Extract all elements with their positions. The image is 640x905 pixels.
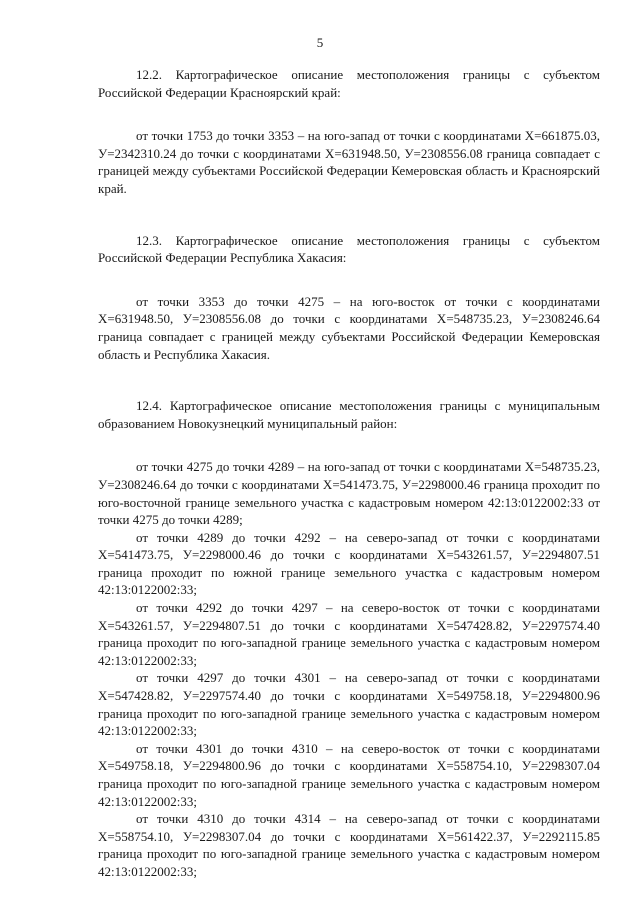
- boundary-paragraph: от точки 4292 до точки 4297 – на северо-восток от точки с координатами Х=543261.57, У=2294807.51 до точки с координатами Х=547428.82, У=2297574.40 граница проходит по юго-западной границе земельного участка с кадастровым номером 42:13:0122002:33;: [98, 600, 600, 668]
- boundary-paragraph: от точки 4301 до точки 4310 – на северо-восток от точки с координатами Х=549758.18, У=2294800.96 до точки с координатами Х=558754.10, У=2298307.04 граница проходит по юго-западной границе земельного участка с кадастровым номером 42:13:0122002:33;: [98, 740, 600, 809]
- boundary-paragraph: от точки 4275 до точки 4289 – на юго-запад от точки с координатами Х=548735.23, У=2308246.64 до точки с координатами Х=541473.75, У=2298000.46 граница проходит по юго-восточной границе земельного участка с кадастровым номером 42:13:0122002:33 от точки 4275 до точки 4289;: [98, 459, 600, 528]
- section-body: [98, 458, 600, 880]
- section-heading: 12.4. Картографическое описание местоположения границы с муниципальным образованием Новокузнецкий муниципальный район:: [98, 398, 600, 431]
- section-heading: 12.2. Картографическое описание местоположения границы с субъектом Российской Федерации Красноярский край:: [98, 67, 600, 100]
- section-12-3: [98, 232, 600, 364]
- boundary-paragraph: от точки 3353 до точки 4275 – на юго-восток от точки с координатами Х=631948.50, У=2308556.08 до точки с координатами Х=548735.23, У=2308246.64 граница совпадает с границей между субъектами Российской Федерации Кемеровская область и Республика Хакасия.: [98, 293, 600, 362]
- section-heading: 12.3. Картографическое описание местоположения границы с субъектом Российской Федерации Республика Хакасия:: [98, 232, 600, 266]
- section-body: [98, 293, 600, 363]
- document-body: [98, 66, 600, 881]
- section-12-2: [98, 66, 600, 198]
- boundary-paragraph: от точки 1753 до точки 3353 – на юго-запад от точки с координатами Х=661875.03, У=2342310.24 до точки с координатами Х=631948.50, У=2308556.08 граница совпадает с границей между субъектами Российской Федерации Кемеровская область и Красноярский край.: [98, 128, 600, 196]
- section-12-4: [98, 397, 600, 880]
- boundary-paragraph: от точки 4289 до точки 4292 – на северо-запад от точки с координатами Х=541473.75, У=2298000.46 до точки с координатами Х=543261.57, У=2294807.51 граница проходит по южной границе земельного участка с кадастровым номером 42:13:0122002:33;: [98, 529, 600, 598]
- section-body: [98, 127, 600, 197]
- boundary-paragraph: от точки 4297 до точки 4301 – на северо-запад от точки с координатами Х=547428.82, У=2297574.40 до точки с координатами Х=549758.18, У=2294800.96 граница проходит по юго-западной границе земельного участка с кадастровым номером 42:13:0122002:33;: [98, 670, 600, 739]
- boundary-paragraph: от точки 4310 до точки 4314 – на северо-запад от точки с координатами Х=558754.10, У=2298307.04 до точки с координатами Х=561422.37, У=2292115.85 граница проходит по юго-западной границе земельного участка с кадастровым номером 42:13:0122002:33;: [98, 811, 600, 879]
- page-number: 5: [316, 35, 324, 50]
